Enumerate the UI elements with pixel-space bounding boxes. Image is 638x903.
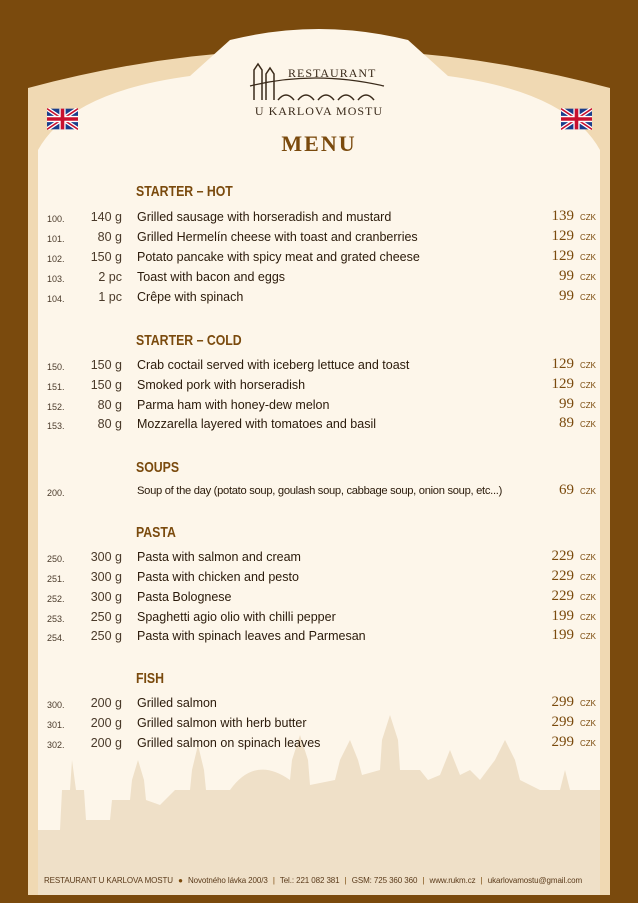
- item-currency: CZK: [580, 613, 596, 622]
- item-quantity: 140 g: [90, 210, 122, 224]
- item-number: 300.: [47, 700, 65, 710]
- bullet-icon: ●: [178, 876, 183, 885]
- menu-item-row: [0, 609, 638, 627]
- item-quantity: 150 g: [90, 250, 122, 264]
- footer-address: Novotného lávka 200/3: [187, 876, 268, 885]
- item-number: 150.: [47, 362, 65, 372]
- menu-item-row: [0, 695, 638, 713]
- item-currency: CZK: [580, 573, 596, 582]
- item-quantity: 200 g: [90, 696, 122, 710]
- item-number: 101.: [47, 234, 65, 244]
- menu-item-row: [0, 735, 638, 753]
- item-price: 139: [551, 208, 574, 224]
- item-currency: CZK: [580, 273, 596, 282]
- section-title-pasta: PASTA: [136, 524, 176, 541]
- menu-item-row: [0, 715, 638, 733]
- menu-item-row: [0, 229, 638, 247]
- item-price: 129: [551, 376, 574, 392]
- section-title-soups: SOUPS: [136, 459, 180, 476]
- item-description: Smoked pork with horseradish: [137, 378, 306, 392]
- item-currency: CZK: [580, 699, 596, 708]
- item-number: 100.: [47, 214, 65, 224]
- section-title-hot: STARTER – HOT: [136, 183, 233, 200]
- section-title-cold: STARTER – COLD: [136, 332, 242, 349]
- item-description: Parma ham with honey-dew melon: [137, 398, 330, 412]
- item-currency: CZK: [580, 361, 596, 370]
- item-price: 129: [551, 228, 574, 244]
- footer-tel: Tel.: 221 082 381: [279, 876, 340, 885]
- item-description: Pasta with spinach leaves and Parmesan: [137, 629, 366, 643]
- item-description: Pasta Bolognese: [137, 590, 232, 604]
- footer: RESTAURANT U KARLOVA MOSTU ● Novotného lávka 200/3 | Tel.: 221 082 381 | GSM: 725 360 360 | www.rukm.cz | ukarlovamostu@gmail.com: [44, 876, 583, 885]
- menu-item-row: [0, 569, 638, 587]
- footer-gsm: GSM: 725 360 360: [351, 876, 418, 885]
- item-currency: CZK: [580, 487, 596, 496]
- item-number: 254.: [47, 633, 65, 643]
- item-quantity: 150 g: [90, 358, 122, 372]
- item-number: 104.: [47, 294, 65, 304]
- menu-item-row: [0, 249, 638, 267]
- item-price: 89: [559, 415, 574, 431]
- item-price: 299: [551, 694, 574, 710]
- item-number: 103.: [47, 274, 65, 284]
- menu-item-row: [0, 483, 638, 501]
- item-quantity: 250 g: [90, 610, 122, 624]
- item-currency: CZK: [580, 420, 596, 429]
- item-number: 301.: [47, 720, 65, 730]
- item-price: 99: [559, 268, 574, 284]
- page-title: MENU: [281, 131, 357, 156]
- item-currency: CZK: [580, 381, 596, 390]
- item-currency: CZK: [580, 213, 596, 222]
- menu-item-row: [0, 397, 638, 415]
- item-number: 252.: [47, 594, 65, 604]
- item-description: Grilled salmon with herb butter: [137, 716, 307, 730]
- item-description: Crab coctail served with iceberg lettuce and toast: [137, 358, 410, 372]
- item-quantity: 300 g: [90, 570, 122, 584]
- item-price: 129: [551, 248, 574, 264]
- menu-item-row: [0, 269, 638, 287]
- item-number: 152.: [47, 402, 65, 412]
- footer-email[interactable]: ukarlovamostu@gmail.com: [487, 876, 583, 885]
- item-description: Grilled sausage with horseradish and mustard: [137, 210, 392, 224]
- item-description: Pasta with salmon and cream: [137, 550, 301, 564]
- item-price: 129: [551, 356, 574, 372]
- item-quantity: 80 g: [97, 398, 122, 412]
- item-currency: CZK: [580, 632, 596, 641]
- footer-web[interactable]: www.rukm.cz: [429, 876, 476, 885]
- item-price: 299: [551, 734, 574, 750]
- item-price: 229: [551, 548, 574, 564]
- menu-item-row: [0, 377, 638, 395]
- item-number: 253.: [47, 614, 65, 624]
- item-quantity: 300 g: [90, 590, 122, 604]
- item-number: 200.: [47, 488, 65, 498]
- item-currency: CZK: [580, 719, 596, 728]
- section-title-fish: FISH: [136, 670, 165, 687]
- item-price: 199: [551, 608, 574, 624]
- item-quantity: 80 g: [97, 230, 122, 244]
- item-currency: CZK: [580, 739, 596, 748]
- item-number: 302.: [47, 740, 65, 750]
- item-number: 153.: [47, 421, 65, 431]
- item-currency: CZK: [580, 233, 596, 242]
- item-description: Grilled salmon on spinach leaves: [137, 736, 321, 750]
- item-number: 102.: [47, 254, 65, 264]
- menu-item-row: [0, 416, 638, 434]
- menu-item-row: [0, 289, 638, 307]
- item-quantity: 250 g: [90, 629, 122, 643]
- item-number: 251.: [47, 574, 65, 584]
- menu-item-row: [0, 549, 638, 567]
- item-currency: CZK: [580, 401, 596, 410]
- item-price: 229: [551, 568, 574, 584]
- footer-name: RESTAURANT U KARLOVA MOSTU: [44, 876, 173, 885]
- menu-item-row: [0, 589, 638, 607]
- item-quantity: 300 g: [90, 550, 122, 564]
- item-currency: CZK: [580, 253, 596, 262]
- item-number: 151.: [47, 382, 65, 392]
- logo-line-2: U KARLOVA MOSTU: [254, 104, 384, 118]
- item-price: 299: [551, 714, 574, 730]
- item-currency: CZK: [580, 293, 596, 302]
- item-currency: CZK: [580, 553, 596, 562]
- item-price: 99: [559, 288, 574, 304]
- item-quantity: 2 pc: [98, 270, 122, 284]
- item-description: Potato pancake with spicy meat and grated cheese: [137, 250, 420, 264]
- item-price: 229: [551, 588, 574, 604]
- item-description: Crêpe with spinach: [137, 290, 244, 304]
- item-description: Spaghetti agio olio with chilli pepper: [137, 610, 336, 624]
- logo-line-1: RESTAURANT: [288, 66, 377, 80]
- item-price: 99: [559, 396, 574, 412]
- item-description: Soup of the day (potato soup, goulash soup, cabbage soup, onion soup, etc...): [137, 485, 503, 497]
- item-description: Pasta with chicken and pesto: [137, 570, 299, 584]
- item-quantity: 200 g: [90, 736, 122, 750]
- item-description: Toast with bacon and eggs: [137, 270, 286, 284]
- item-number: 250.: [47, 554, 65, 564]
- item-quantity: 150 g: [90, 378, 122, 392]
- item-quantity: 1 pc: [98, 290, 122, 304]
- item-price: 199: [551, 627, 574, 643]
- item-price: 69: [559, 482, 574, 498]
- menu-item-row: [0, 209, 638, 227]
- menu-item-row: [0, 628, 638, 646]
- menu-item-row: [0, 357, 638, 375]
- item-quantity: 80 g: [97, 417, 122, 431]
- item-currency: CZK: [580, 593, 596, 602]
- item-description: Grilled salmon: [137, 696, 217, 710]
- item-description: Grilled Hermelín cheese with toast and cranberries: [137, 230, 418, 244]
- item-quantity: 200 g: [90, 716, 122, 730]
- item-description: Mozzarella layered with tomatoes and basil: [137, 417, 377, 431]
